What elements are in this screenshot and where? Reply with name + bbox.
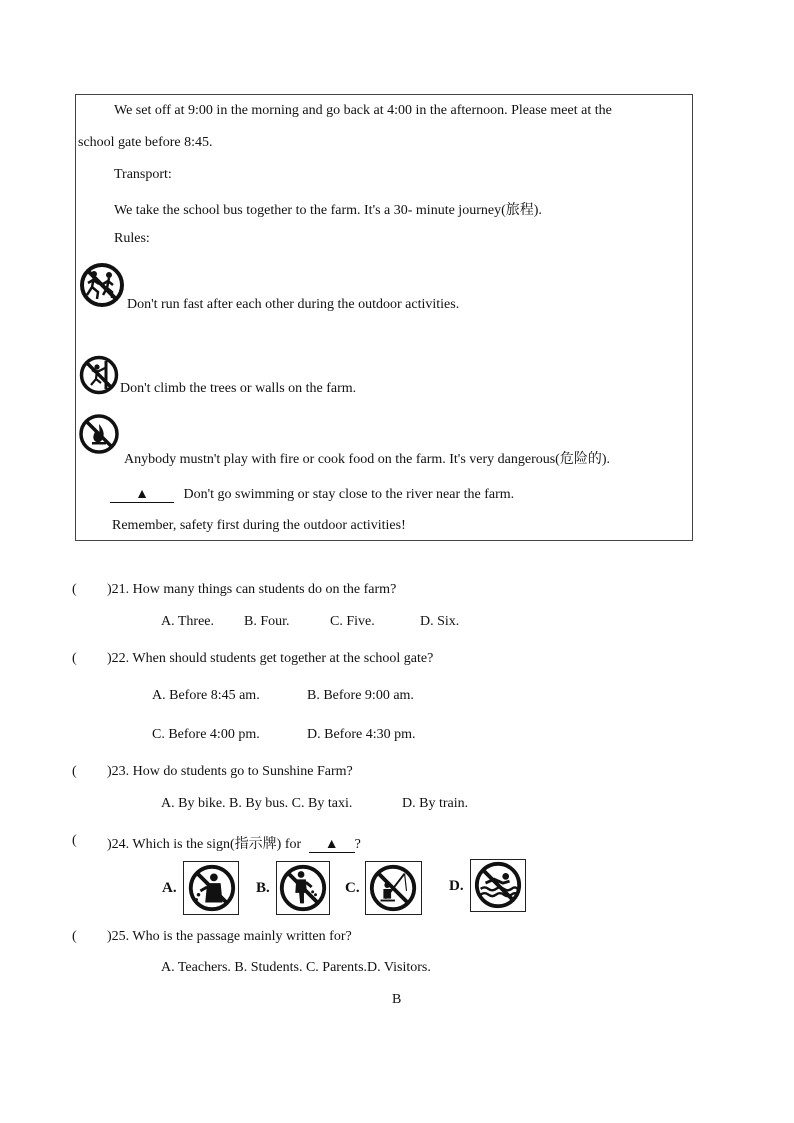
q23-stem: )23. How do students go to Sunshine Farm? — [107, 764, 353, 779]
q21-option-a[interactable]: A. Three. — [161, 614, 214, 629]
q24-paren-open[interactable]: ( — [72, 833, 77, 848]
rule-4-text: Don't go swimming or stay close to the river near the farm. — [183, 487, 515, 502]
q24-option-b-label[interactable]: B. — [256, 880, 270, 896]
q23-paren-open[interactable]: ( — [72, 764, 77, 779]
q23-options-abc[interactable]: A. By bike. B. By bus. C. By taxi. — [161, 796, 353, 811]
q24-stem: )24. Which is the sign(指示牌) for ▲ ? — [107, 837, 361, 852]
rule-4-line — [110, 487, 514, 503]
q21-option-d[interactable]: D. Six. — [420, 614, 460, 629]
no-littering-icon[interactable] — [183, 861, 239, 915]
no-climbing-icon — [78, 355, 120, 395]
q21-option-c[interactable]: C. Five. — [330, 614, 375, 629]
q25-stem: )25. Who is the passage mainly written for? — [107, 929, 352, 944]
closing-text: Remember, safety first during the outdoor activities! — [112, 518, 406, 533]
no-fishing-icon[interactable] — [365, 861, 422, 915]
q22-option-b[interactable]: B. Before 9:00 am. — [307, 688, 414, 703]
q22-option-d[interactable]: D. Before 4:30 pm. — [307, 727, 416, 742]
q21-stem: )21. How many things can students do on the farm? — [107, 582, 397, 597]
q22-paren-open[interactable]: ( — [72, 651, 77, 666]
q24-option-d-label[interactable]: D. — [449, 878, 464, 894]
rule-1-text: Don't run fast after each other during the outdoor activities. — [127, 297, 460, 312]
q21-option-b[interactable]: B. Four. — [244, 614, 290, 629]
q22-stem: )22. When should students get together at the school gate? — [107, 651, 434, 666]
q24-option-a-label[interactable]: A. — [162, 880, 177, 896]
no-running-icon — [79, 262, 125, 308]
q22-option-a[interactable]: A. Before 8:45 am. — [152, 688, 260, 703]
q25-options[interactable]: A. Teachers. B. Students. C. Parents.D. Visitors. — [161, 960, 431, 975]
rule-2-text: Don't climb the trees or walls on the farm. — [120, 381, 357, 396]
rules-heading: Rules: — [114, 231, 150, 246]
passage-line-2: school gate before 8:45. — [78, 135, 213, 150]
rule-3-text: Anybody mustn't play with fire or cook food on the farm. It's very dangerous(危险的). — [124, 452, 611, 467]
transport-heading: Transport: — [114, 167, 172, 182]
no-dumping-icon[interactable] — [276, 861, 330, 915]
no-swimming-icon[interactable] — [470, 859, 526, 912]
passage-box — [75, 94, 693, 541]
q22-option-c[interactable]: C. Before 4:00 pm. — [152, 727, 260, 742]
q25-paren-open[interactable]: ( — [72, 929, 77, 944]
section-label: B — [392, 992, 402, 1007]
transport-text: We take the school bus together to the farm. It's a 30- minute journey(旅程). — [114, 203, 542, 218]
q21-paren-open[interactable]: ( — [72, 582, 77, 597]
passage-line-1: We set off at 9:00 in the morning and go back at 4:00 in the afternoon. Please meet at the — [114, 103, 612, 118]
q23-option-d[interactable]: D. By train. — [402, 796, 469, 811]
rule-4-blank[interactable]: ▲ — [110, 488, 174, 503]
no-fire-icon — [78, 413, 120, 455]
q24-blank: ▲ — [309, 838, 355, 853]
q24-option-c-label[interactable]: C. — [345, 880, 360, 896]
